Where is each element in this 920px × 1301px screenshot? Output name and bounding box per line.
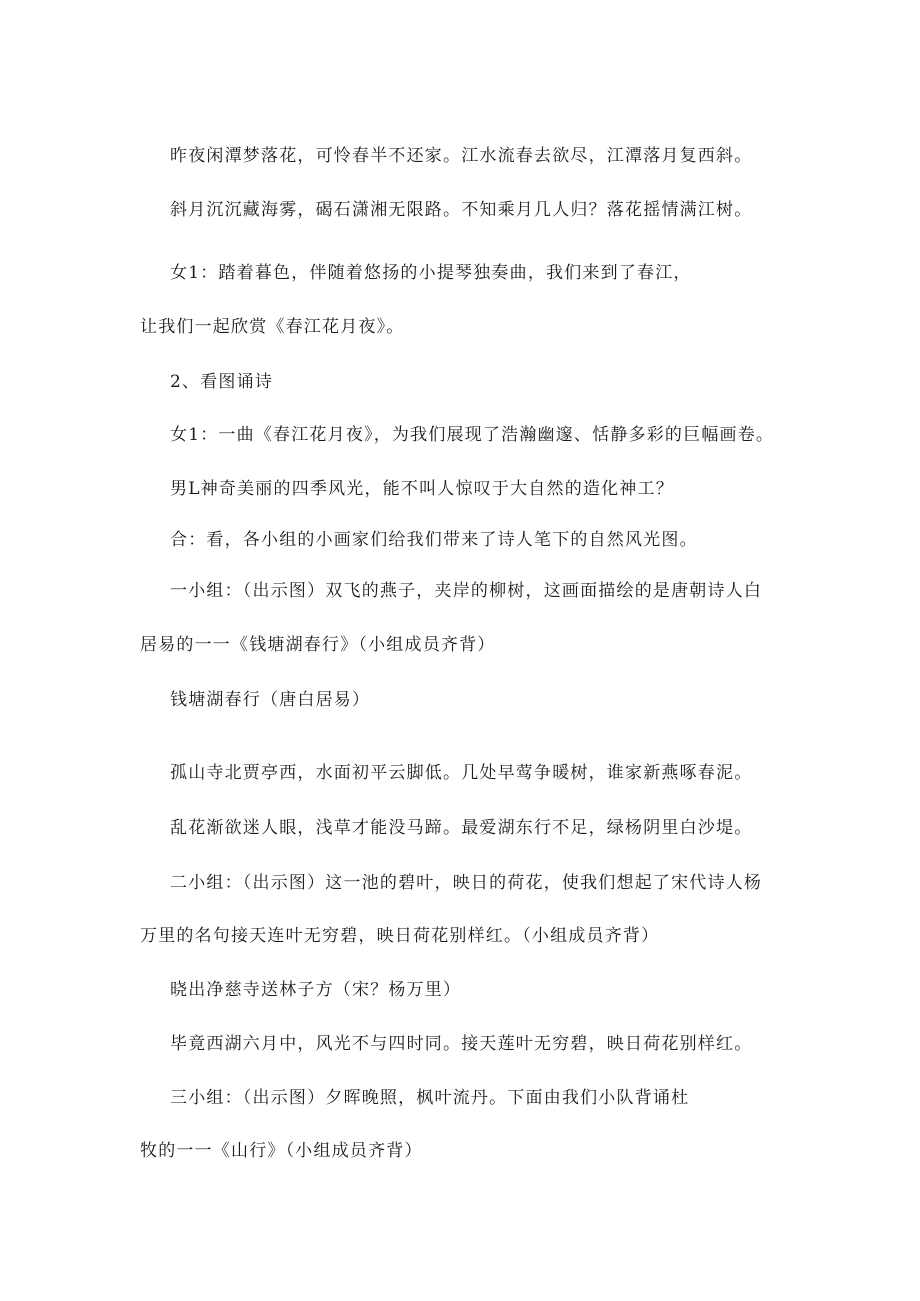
section-heading: 2、看图诵诗 [170,372,274,392]
dialogue-line: 男L神奇美丽的四季风光，能不叫人惊叹于大自然的造化神工？ [170,479,674,499]
dialogue-line: 居易的一一《钱塘湖春行》（小组成员齐背） [140,635,496,655]
dialogue-line: 让我们一起欣赏《春江花月夜》。 [140,317,405,337]
dialogue-line: 女1：一曲《春江花月夜》，为我们展现了浩瀚幽邃、恬静多彩的巨幅画卷。 [170,425,775,445]
dialogue-line: 女1：踏着暮色，伴随着悠扬的小提琴独奏曲，我们来到了春江， [170,263,692,283]
dialogue-line: 牧的一一《山行》（小组成员齐背） [140,1141,423,1161]
dialogue-line: 一小组：（出示图）双飞的燕子，夹岸的柳树，这画面描绘的是唐朝诗人白 [170,581,763,601]
poem-title: 晓出净慈寺送林子方（宋？杨万里） [170,980,462,1000]
poem-line: 昨夜闲潭梦落花，可怜春半不还家。江水流春去欲尽，江潭落月复西斜。 [170,146,753,166]
poem-line: 乱花渐欲迷人眼，浅草才能没马蹄。最爱湖东行不足，绿杨阴里白沙堤。 [170,818,753,838]
dialogue-line: 二小组：（出示图）这一池的碧叶，映日的荷花，使我们想起了宋代诗人杨 [170,873,763,893]
dialogue-line: 万里的名句接天连叶无穷碧，映日荷花别样红。（小组成员齐背） [140,926,660,946]
dialogue-line: 三小组：（出示图）夕晖晚照，枫叶流丹。下面由我们小队背诵杜 [170,1088,690,1108]
dialogue-line: 合：看，各小组的小画家们给我们带来了诗人笔下的自然风光图。 [170,530,698,550]
poem-title: 钱塘湖春行（唐白居易） [170,690,371,710]
poem-line: 斜月沉沉藏海雾，碣石潇湘无限路。不知乘月几人归？落花摇情满江树。 [170,200,753,220]
poem-line: 毕竟西湖六月中，风光不与四时同。接天莲叶无穷碧，映日荷花别样红。 [170,1034,753,1054]
poem-line: 孤山寺北贾亭西，水面初平云脚低。几处早莺争暖树，谁家新燕啄春泥。 [170,763,753,783]
